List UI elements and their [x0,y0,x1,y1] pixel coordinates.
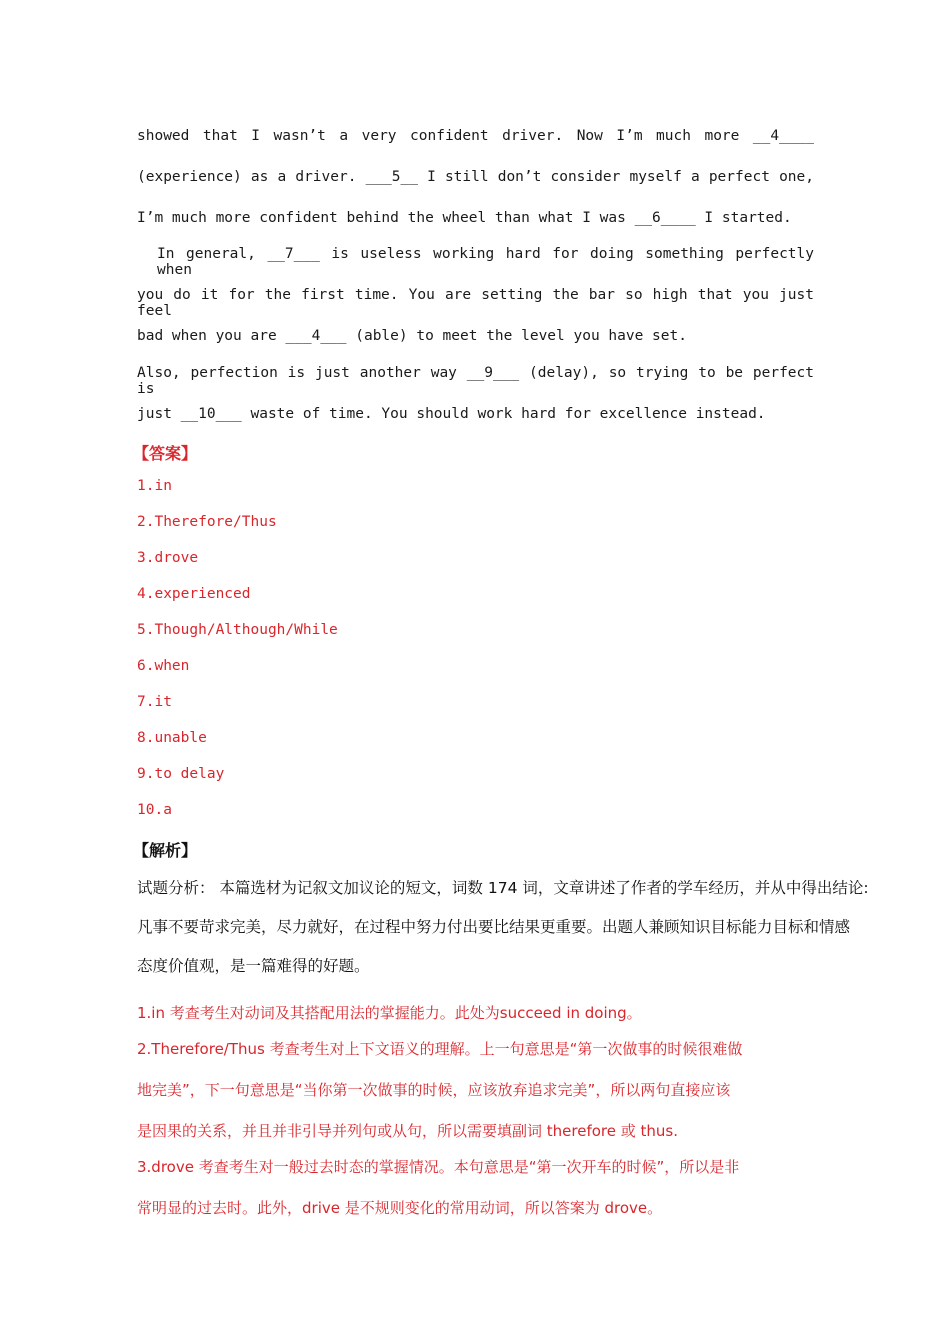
passage-line: showed that I wasn’t a very confident driver. Now I’m much more __4____ [137,128,814,144]
answer-item: 3.drove [137,550,199,566]
answer-item: 7.it [137,694,172,710]
answer-item: 8.unable [137,730,207,746]
analysis-heading: 【解析】 [133,841,198,860]
passage-line: bad when you are ___4___ (able) to meet the level you have set. [137,328,687,344]
answer-item: 6.when [137,658,190,674]
analysis-intro-line: 凡事不要苛求完美，尽力就好，在过程中努力付出要比结果更重要。出题人兼顾知识目标能力目标和情感 [137,918,851,936]
analysis-explain-line: 2.Therefore/Thus 考查考生对上下文语义的理解。上一句意思是“第一次做事的时候很难做 [137,1040,743,1058]
analysis-intro-line: 态度价值观，是一篇难得的好题。 [137,957,370,975]
answer-item: 9.to delay [137,766,225,782]
analysis-intro-line: 试题分析： 本篇选材为记叙文加议论的短文，词数 174 词，文章讲述了作者的学车经历，并从中得出结论: [137,879,869,897]
analysis-explain-line: 是因果的关系，并且并非引导并列句或从句，所以需要填副词 therefore 或 thus. [137,1122,678,1140]
passage-line: I’m much more confident behind the wheel than what I was __6____ I started. [137,210,792,226]
answer-item: 1.in [137,478,172,494]
analysis-explain-line: 地完美”，下一句意思是“当你第一次做事的时候，应该放弃追求完美”，所以两句直接应该 [137,1081,731,1099]
answer-item: 4.experienced [137,586,251,602]
analysis-explain-line: 3.drove 考查考生对一般过去时态的掌握情况。本句意思是“第一次开车的时候”，所以是非 [137,1158,740,1176]
analysis-explain-line: 常明显的过去时。此外，drive 是不规则变化的常用动词，所以答案为 drove。 [137,1199,663,1217]
answer-item: 5.Though/Although/While [137,622,338,638]
answer-item: 2.Therefore/Thus [137,514,277,530]
passage-line: just __10___ waste of time. You should work hard for excellence instead. [137,406,766,422]
analysis-explain-line: 1.in 考查考生对动词及其搭配用法的掌握能力。此处为succeed in doing。 [137,1004,642,1022]
passage-line: (experience) as a driver. ___5__ I still don’t consider myself a perfect one, [137,169,814,185]
answer-heading: 【答案】 [133,444,198,463]
passage-line: Also, perfection is just another way __9___ (delay), so trying to be perfect is [137,365,814,397]
passage-line: you do it for the first time. You are setting the bar so high that you just feel [137,287,814,319]
answer-item: 10.a [137,802,172,818]
passage-line: In general, __7___ is useless working hard for doing something perfectly when [157,246,814,278]
